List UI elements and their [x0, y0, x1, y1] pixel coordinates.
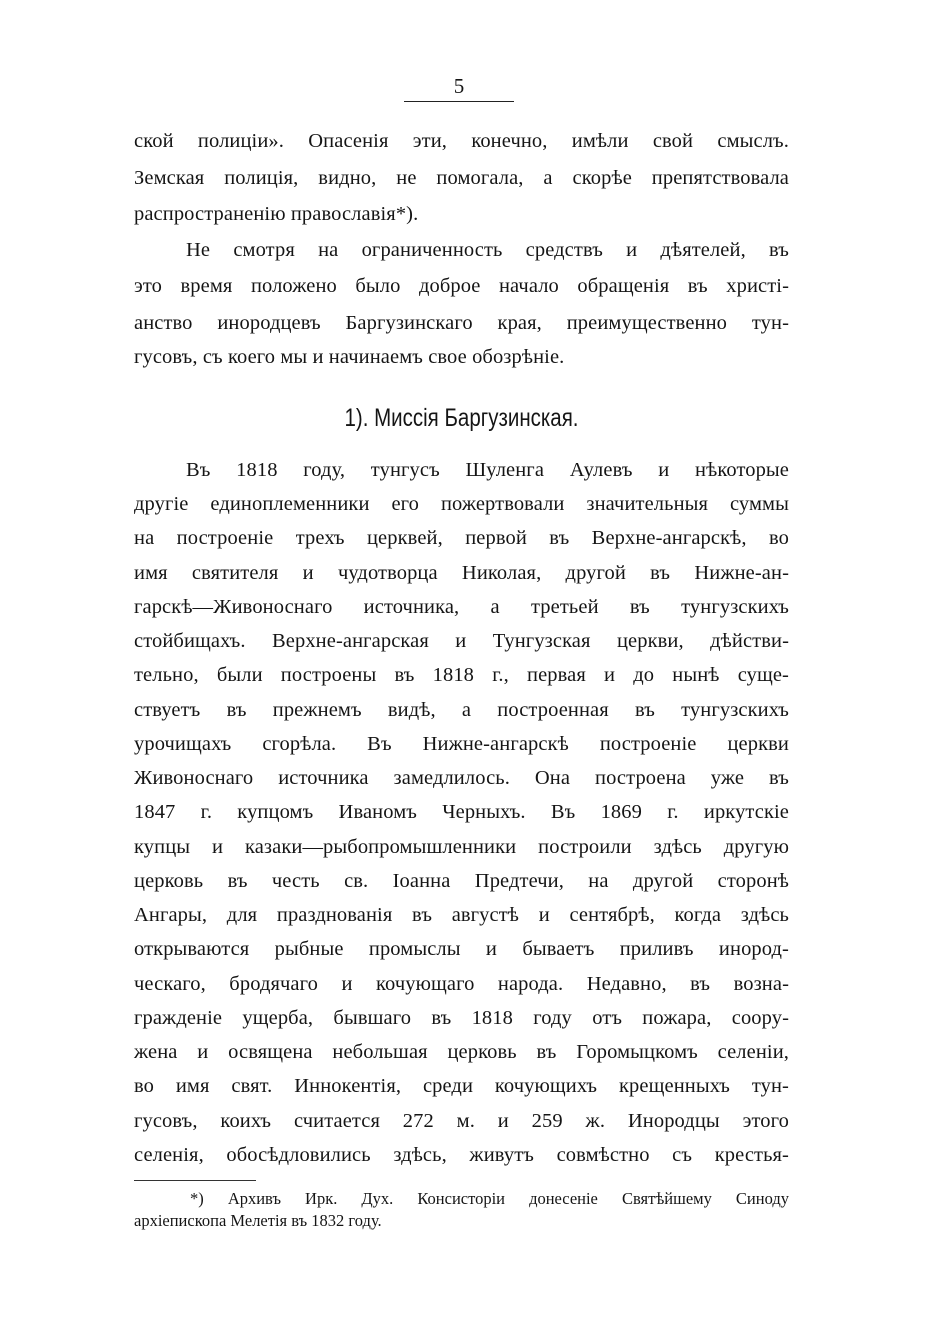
text-line: распространенію православія*).	[134, 203, 419, 225]
text-line: открываются рыбные промыслы и бываетъ приливъ инород-	[134, 938, 789, 960]
text-line: тельно, были построены въ 1818 г., первая и до нынѣ суще-	[134, 664, 789, 686]
page-number: 5	[453, 74, 465, 98]
text-line: Не смотря на ограниченность средствъ и дѣятелей, въ	[186, 239, 789, 261]
text-line: жена и освящена небольшая церковь въ Горомыцкомъ селеніи,	[134, 1041, 789, 1063]
text-line: гражденіе ущерба, бывшаго въ 1818 году отъ пожара, соору-	[134, 1007, 789, 1029]
footnote-line: *) Архивъ Ирк. Дух. Консисторіи донесеніе Святѣйшему Синоду	[190, 1189, 789, 1208]
text-line: гусовъ, коихъ считается 272 м. и 259 ж. Инородцы этого	[134, 1110, 789, 1132]
footnote-rule	[134, 1180, 256, 1181]
text-line: имя святителя и чудотворца Николая, другой въ Нижне-ан-	[134, 562, 789, 584]
text-line: это время положено было доброе начало обращенія въ христі-	[134, 275, 789, 297]
footnote-line: архіепископа Мелетія въ 1832 году.	[134, 1211, 382, 1230]
text-line: 1847 г. купцомъ Иваномъ Черныхъ. Въ 1869 г. иркутскіе	[134, 801, 789, 823]
text-line: гусовъ, съ коего мы и начинаемъ свое обозрѣніе.	[134, 346, 565, 368]
text-line: селенія, обосѣдловились здѣсь, живутъ совмѣстно съ крестья-	[134, 1144, 789, 1166]
text-line: гарскѣ—Живоноснаго источника, а третьей въ тунгузскихъ	[134, 596, 789, 618]
text-line: на построеніе трехъ церквей, первой въ Верхне-ангарскѣ, во	[134, 527, 789, 549]
text-line: урочищахъ сгорѣла. Въ Нижне-ангарскѣ построеніе церкви	[134, 733, 789, 755]
text-line: другіе единоплеменники его пожертвовали значительныя суммы	[134, 493, 789, 515]
text-line: во имя свят. Иннокентія, среди кочующихъ крещенныхъ тун-	[134, 1075, 789, 1097]
text-line: ствуетъ въ прежнемъ видѣ, а построенная въ тунгузскихъ	[134, 699, 789, 721]
section-heading: 1). Миссія Баргузинская.	[344, 404, 579, 432]
text-line: церковь въ честь св. Іоанна Предтечи, на другой сторонѣ	[134, 870, 789, 892]
text-line: стойбищахъ. Верхне-ангарская и Тунгузская церкви, дѣйстви-	[134, 630, 789, 652]
text-line: Ангары, для празднованія въ августѣ и сентябрѣ, когда здѣсь	[134, 904, 789, 926]
text-line: Живоноснаго источника замедлилось. Она построена уже въ	[134, 767, 789, 789]
text-line: Въ 1818 году, тунгусъ Шуленга Аулевъ и нѣкоторые	[186, 459, 789, 481]
page-number-rule	[404, 101, 514, 102]
text-line: купцы и казаки—рыбопромышленники построили здѣсь другую	[134, 836, 789, 858]
text-line: Земская полиція, видно, не помогала, а скорѣе препятствовала	[134, 167, 789, 189]
text-line: ской полиціи». Опасенія эти, конечно, имѣли свой смыслъ.	[134, 130, 789, 152]
text-line: ческаго, бродячаго и кочующаго народа. Недавно, въ возна-	[134, 973, 789, 995]
text-line: анство инородцевъ Баргузинскаго края, преимущественно тун-	[134, 312, 789, 334]
